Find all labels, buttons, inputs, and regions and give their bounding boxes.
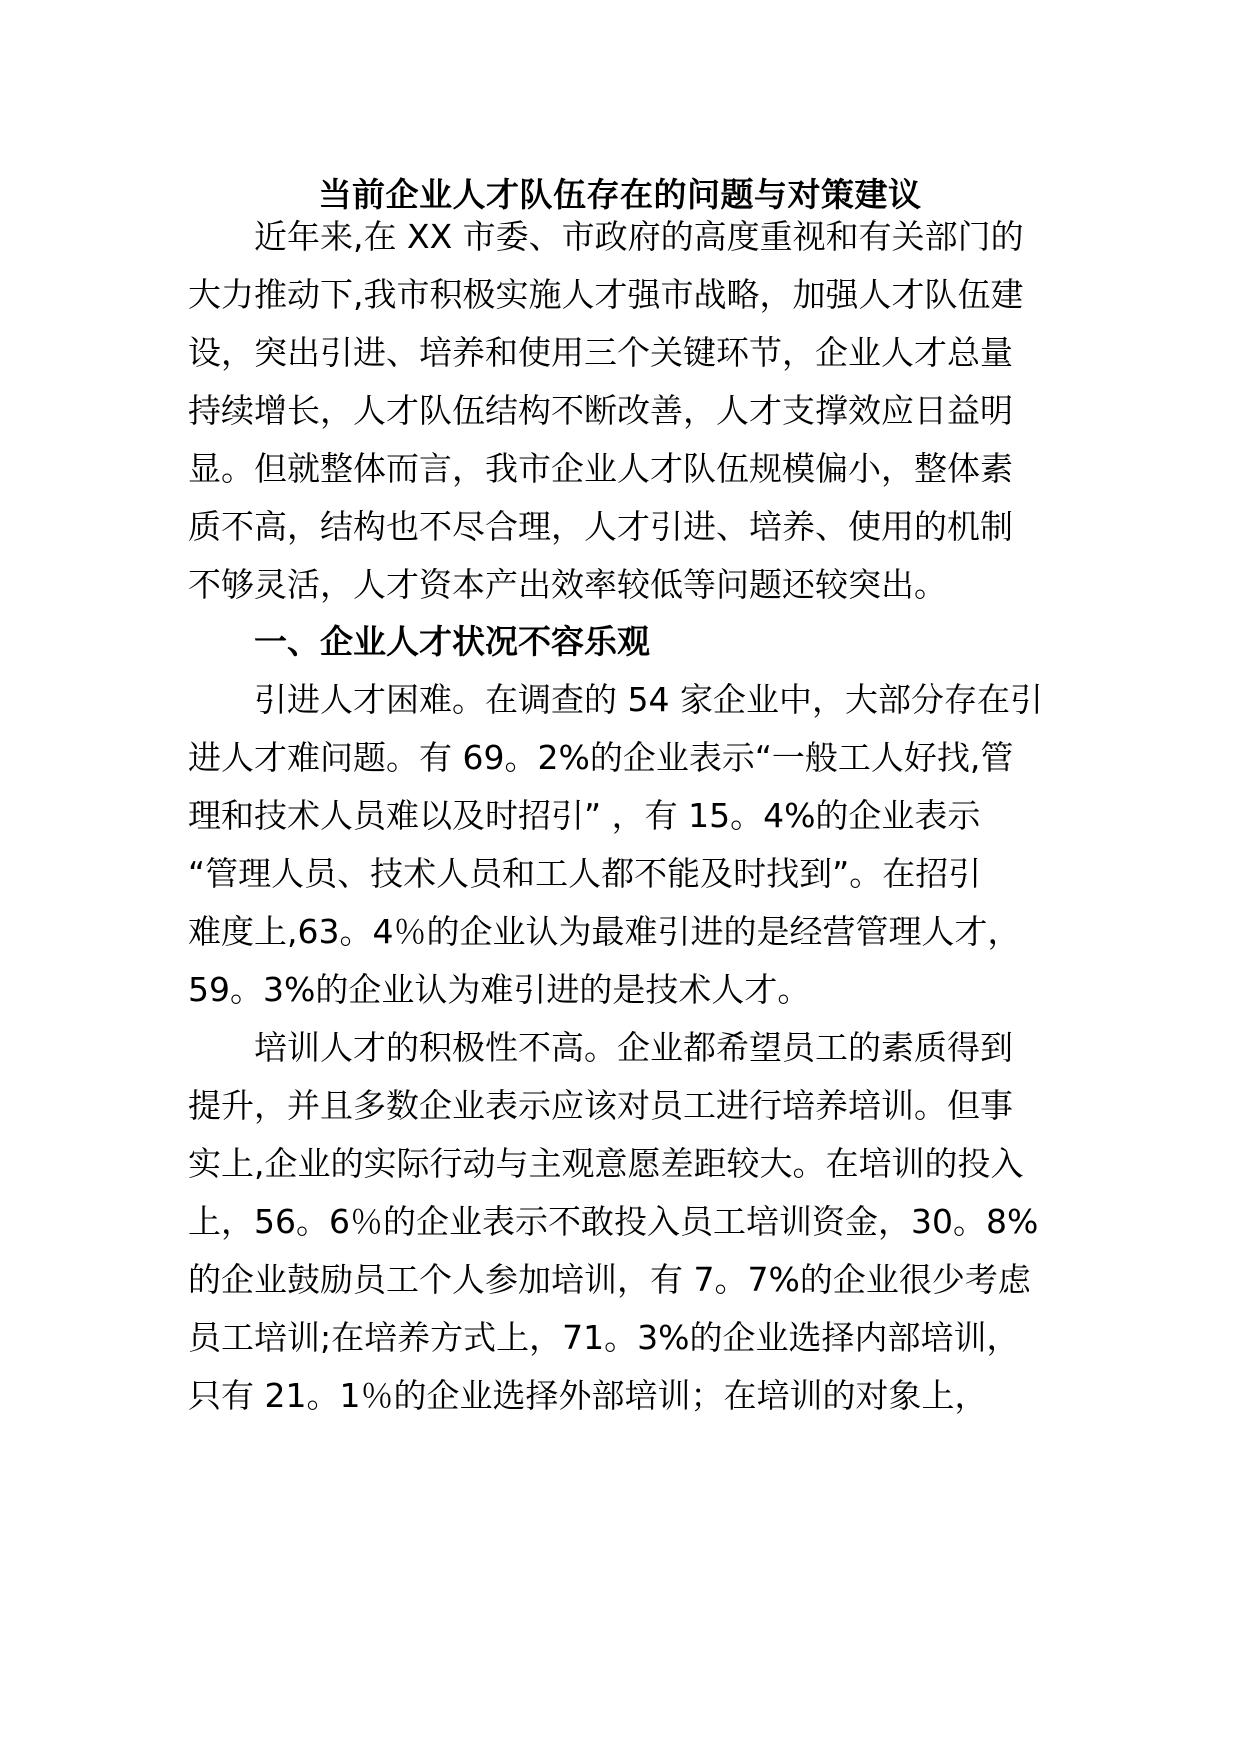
paragraph-line: “管理人员、技术人员和工人都不能及时找到”。在招引 bbox=[188, 854, 982, 893]
paragraph-line: 员工培训;在培养方式上，71。3%的企业选择内部培训， bbox=[188, 1318, 1020, 1357]
paragraph-line: 培训人才的积极性不高。企业都希望员工的素质得到 bbox=[254, 1028, 1013, 1067]
paragraph-line: 的企业鼓励员工个人参加培训，有 7。7%的企业很少考虑 bbox=[188, 1260, 1031, 1299]
paragraph-line: 设，突出引进、培养和使用三个关键环节，企业人才总量 bbox=[188, 333, 1013, 372]
paragraph-line: 上，56。6％的企业表示不敢投入员工培训资金，30。8% bbox=[188, 1202, 1039, 1241]
paragraph-line: 持续增长，人才队伍结构不断改善，人才支撑效应日益明 bbox=[188, 391, 1013, 430]
paragraph-line: 大力推动下,我市积极实施人才强市战略，加强人才队伍建 bbox=[188, 275, 1024, 314]
paragraph-line: 进人才难问题。有 69。2%的企业表示“一般工人好找,管 bbox=[188, 738, 1014, 777]
paragraph-line: 不够灵活，人才资本产出效率较低等问题还较突出。 bbox=[188, 565, 947, 604]
paragraph-line: 难度上,63。4％的企业认为最难引进的是经营管理人才， bbox=[188, 912, 1021, 951]
paragraph-line: 显。但就整体而言，我市企业人才队伍规模偏小，整体素 bbox=[188, 449, 1013, 488]
paragraph-line: 引进人才困难。在调查的 54 家企业中，大部分存在引 bbox=[254, 680, 1043, 719]
paragraph-line: 近年来,在 XX 市委、市政府的高度重视和有关部门的 bbox=[254, 217, 1024, 256]
paragraph-line: 实上,企业的实际行动与主观意愿差距较大。在培训的投入 bbox=[188, 1144, 1024, 1183]
paragraph-line: 质不高，结构也不尽合理，人才引进、培养、使用的机制 bbox=[188, 507, 1013, 546]
paragraph-line: 理和技术人员难以及时招引” ，有 15。4%的企业表示 bbox=[188, 796, 981, 835]
document-title: 当前企业人才队伍存在的问题与对策建议 bbox=[318, 175, 922, 214]
paragraph-line: 59。3%的企业认为难引进的是技术人才。 bbox=[188, 970, 811, 1009]
paragraph-line: 提升，并且多数企业表示应该对员工进行培养培训。但事 bbox=[188, 1086, 1013, 1125]
section-heading: 一、企业人才状况不容乐观 bbox=[254, 622, 650, 661]
paragraph-line: 只有 21。1％的企业选择外部培训；在培训的对象上， bbox=[188, 1376, 988, 1415]
